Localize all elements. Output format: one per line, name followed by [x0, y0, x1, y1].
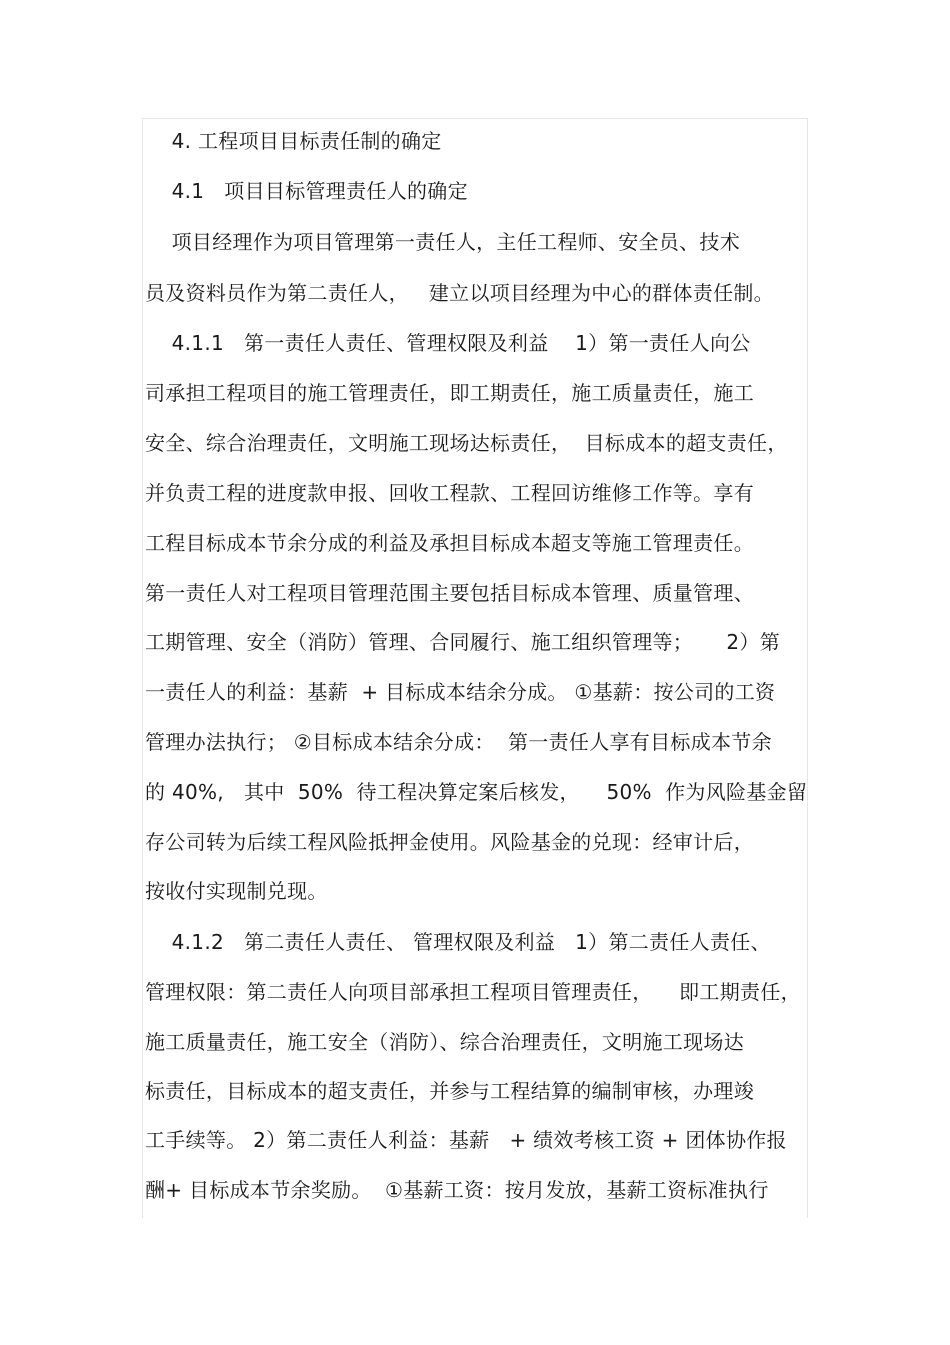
- paragraph-line: 施工质量责任，施工安全（消防）、综合治理责任，文明施工现场达: [145, 1030, 744, 1054]
- paragraph-line: 工程目标成本节余分成的利益及承担目标成本超支等施工管理责任。: [145, 531, 754, 555]
- paragraph-line: 标责任，目标成本的超支责任，并参与工程结算的编制审核，办理竣: [145, 1079, 754, 1103]
- paragraph-line: 司承担工程项目的施工管理责任，即工期责任，施工质量责任，施工: [145, 381, 754, 405]
- paragraph-line: 项目经理作为项目管理第一责任人，主任工程师、安全员、技术: [145, 230, 741, 254]
- paragraph-line: 4.1.1 第一责任人责任、管理权限及利益 1）第一责任人向公: [145, 331, 751, 355]
- paragraph-line: 安全、综合治理责任，文明施工现场达标责任， 目标成本的超支责任，: [145, 431, 788, 455]
- paragraph-line: 的 40%, 其中 50% 待工程决算定案后核发， 50% 作为风险基金留: [145, 780, 808, 804]
- paragraph-line: 管理办法执行； ②目标成本结余分成： 第一责任人享有目标成本节余: [145, 730, 772, 754]
- heading-section-4-1: 4.1 项目目标管理责任人的确定: [145, 179, 468, 203]
- paragraph-line: 员及资料员作为第二责任人， 建立以项目经理为中心的群体责任制。: [145, 281, 774, 305]
- paragraph-line: 一责任人的利益：基薪 + 目标成本结余分成。 ①基薪：按公司的工资: [145, 680, 776, 704]
- paragraph-line: 并负责工程的进度款申报、回收工程款、工程回访维修工作等。享有: [145, 481, 754, 505]
- paragraph-line: 第一责任人对工程项目管理范围主要包括目标成本管理、质量管理、: [145, 581, 754, 605]
- paragraph-line: 存公司转为后续工程风险抵押金使用。风险基金的兑现：经审计后，: [145, 830, 754, 854]
- paragraph-line: 管理权限：第二责任人向项目部承担工程项目管理责任， 即工期责任，: [145, 980, 801, 1004]
- heading-section-4: 4. 工程项目目标责任制的确定: [145, 129, 442, 153]
- paragraph-line: 工期管理、安全（消防）管理、合同履行、施工组织管理等； 2）第: [145, 630, 781, 654]
- paragraph-line: 酬+ 目标成本节余奖励。 ①基薪工资：按月发放，基薪工资标准执行: [145, 1178, 769, 1202]
- paragraph-line: 工手续等。 2）第二责任人利益：基薪 + 绩效考核工资 + 团体协作报: [145, 1128, 787, 1152]
- paragraph-line: 4.1.2 第二责任人责任、 管理权限及利益 1）第二责任人责任、: [145, 930, 771, 954]
- paragraph-line: 按收付实现制兑现。: [145, 879, 328, 903]
